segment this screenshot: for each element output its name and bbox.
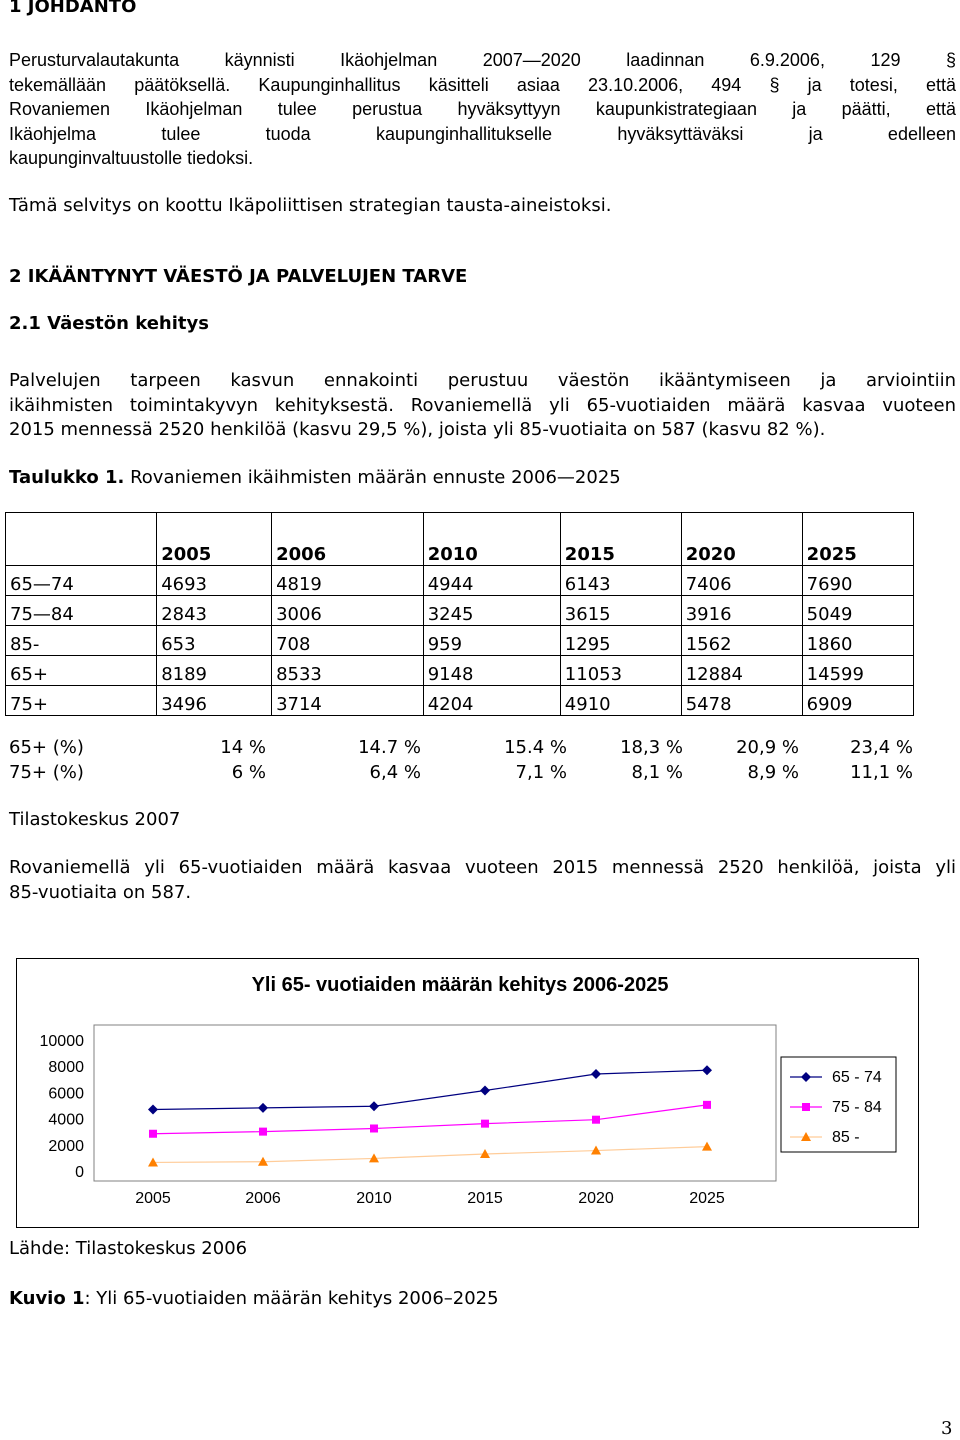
heading-section-2-1: 2.1 Väestön kehitys (9, 313, 209, 334)
table-cell: 2843 (157, 596, 272, 626)
table-cell: 7406 (681, 566, 802, 596)
legend-label: 65 - 74 (832, 1069, 882, 1086)
table-cell: 1562 (681, 626, 802, 656)
percent-value: 8,1 % (631, 762, 683, 783)
paragraph-line: Palvelujen tarpeen kasvun ennakointi perustuu väestön ikääntymiseen ja arviointiin (9, 370, 956, 391)
heading-section-2: 2 IKÄÄNTYNYT VÄESTÖ JA PALVELUJEN TARVE (9, 266, 468, 287)
data-point (592, 1116, 600, 1124)
y-tick-label: 8000 (48, 1059, 84, 1077)
table-cell: 3245 (423, 596, 560, 626)
percent-value: 20,9 % (736, 737, 799, 758)
table-cell: 3615 (560, 596, 681, 626)
table-cell: 7690 (802, 566, 913, 596)
row-label: 75—84 (6, 596, 157, 626)
data-point (258, 1103, 268, 1113)
table-cell: 1860 (802, 626, 913, 656)
table-cell: 5478 (681, 686, 802, 716)
x-tick-label: 2015 (467, 1190, 503, 1207)
legend-label: 75 - 84 (832, 1099, 882, 1116)
percent-value: 14 % (220, 737, 266, 758)
table-header-year: 2006 (272, 513, 424, 566)
data-point (480, 1086, 490, 1096)
intro-line: Ikäohjelma tulee tuoda kaupunginhallitukselle hyväksyttäväksi ja edelleen (9, 123, 956, 144)
table-cell: 12884 (681, 656, 802, 686)
table-cell: 653 (157, 626, 272, 656)
table-header-year: 2015 (560, 513, 681, 566)
data-point (148, 1105, 158, 1115)
figure-caption-text: : Yli 65-vuotiaiden määrän kehitys 2006–2025 (84, 1288, 499, 1309)
table-cell: 8533 (272, 656, 424, 686)
percent-value: 18,3 % (620, 737, 683, 758)
chart-plot-area (94, 1025, 776, 1181)
table-cell: 4819 (272, 566, 424, 596)
x-tick-label: 2025 (689, 1190, 725, 1207)
x-tick-label: 2006 (245, 1190, 281, 1207)
table-cell: 959 (423, 626, 560, 656)
row-label: 65+ (6, 656, 157, 686)
percent-row-label: 65+ (%) (9, 737, 84, 758)
percent-value: 6 % (231, 762, 266, 783)
table-cell: 5049 (802, 596, 913, 626)
data-point (702, 1065, 712, 1075)
data-point (703, 1101, 711, 1109)
chart-title: Yli 65- vuotiaiden määrän kehitys 2006-2025 (251, 974, 669, 996)
series-line-0 (153, 1070, 707, 1109)
percent-value: 15.4 % (504, 737, 567, 758)
y-tick-label: 6000 (48, 1085, 84, 1103)
figure-caption-label: Kuvio 1 (9, 1288, 85, 1309)
data-point (702, 1142, 712, 1151)
table-source: Tilastokeskus 2007 (9, 809, 181, 830)
table-cell: 4204 (423, 686, 560, 716)
data-point (591, 1069, 601, 1079)
series-line-2 (153, 1147, 707, 1163)
intro-line: Rovaniemen Ikäohjelman tulee perustua hyväksyttyyn kaupunkistrategiaan ja päätti, että (9, 99, 956, 119)
table-cell: 4910 (560, 686, 681, 716)
percent-value: 23,4 % (850, 737, 913, 758)
row-label: 85- (6, 626, 157, 656)
summary-line: 85-vuotiaita on 587. (9, 881, 192, 903)
percent-value: 6,4 % (369, 762, 421, 783)
table-header-year: 2005 (157, 513, 272, 566)
intro-line: tekemällään päätöksellä. Kaupunginhallitus käsitteli asiaa 23.10.2006, 494 § ja totesi, että (9, 74, 956, 95)
table-cell: 9148 (423, 656, 560, 686)
data-point (481, 1120, 489, 1128)
paragraph-line: ikäihmisten toimintakyvyn kehityksestä. Rovaniemellä yli 65-vuotiaiden määrä kasvaa vuoteen (9, 394, 956, 416)
y-tick-label: 4000 (48, 1111, 84, 1129)
intro-line: Perusturvalautakunta käynnisti Ikäohjelman 2007—2020 laadinnan 6.9.2006, 129 § (9, 50, 956, 70)
y-tick-label: 10000 (39, 1033, 84, 1050)
x-tick-label: 2020 (578, 1190, 614, 1207)
table-caption-text: Rovaniemen ikäihmisten määrän ennuste 2006—2025 (124, 467, 621, 488)
legend-marker (802, 1103, 810, 1111)
table-cell: 14599 (802, 656, 913, 686)
table-cell: 3496 (157, 686, 272, 716)
percent-value: 7,1 % (515, 762, 567, 783)
paragraph-line: 2015 mennessä 2520 henkilöä (kasvu 29,5 %), joista yli 85-vuotiaita on 587 (kasvu 82 %). (9, 419, 826, 440)
legend-label: 85 - (832, 1129, 860, 1146)
y-tick-label: 0 (75, 1164, 84, 1181)
percent-value: 14.7 % (358, 737, 421, 758)
table-cell: 6909 (802, 686, 913, 716)
table-header-year: 2020 (681, 513, 802, 566)
percent-value: 8,9 % (747, 762, 799, 783)
y-tick-label: 2000 (48, 1137, 84, 1155)
heading-johdanto: 1 JOHDANTO (9, 0, 137, 17)
table-header-year: 2010 (423, 513, 560, 566)
data-point (259, 1128, 267, 1136)
chart-source: Lähde: Tilastokeskus 2006 (9, 1238, 248, 1259)
figure-caption (9, 1287, 956, 1312)
series-line-1 (153, 1105, 707, 1134)
summary-line: Rovaniemellä yli 65-vuotiaiden määrä kasvaa vuoteen 2015 mennessä 2520 henkilöä, joista yli (9, 857, 956, 878)
page-number: 3 (941, 1418, 953, 1439)
percent-value: 11,1 % (850, 762, 913, 783)
table-cell: 8189 (157, 656, 272, 686)
data-point (149, 1130, 157, 1138)
table-cell: 4693 (157, 566, 272, 596)
data-point (370, 1124, 378, 1132)
table-cell: 11053 (560, 656, 681, 686)
table-cell: 6143 (560, 566, 681, 596)
table-cell: 708 (272, 626, 424, 656)
x-tick-label: 2010 (356, 1190, 392, 1207)
table-caption-label: Taulukko 1. (9, 467, 125, 488)
table-cell: 3006 (272, 596, 424, 626)
table-cell: 1295 (560, 626, 681, 656)
percent-row-label: 75+ (%) (9, 762, 84, 783)
table-cell: 3714 (272, 686, 424, 716)
table-header-year: 2025 (802, 513, 913, 566)
intro-line: kaupunginvaltuustolle tiedoksi. (9, 148, 254, 168)
background-note: Tämä selvitys on koottu Ikäpoliittisen strategian tausta-aineistoksi. (9, 195, 612, 216)
x-tick-label: 2005 (135, 1190, 171, 1207)
table-cell: 3916 (681, 596, 802, 626)
table-cell: 4944 (423, 566, 560, 596)
row-label: 65—74 (6, 566, 157, 596)
data-point (369, 1101, 379, 1111)
row-label: 75+ (6, 686, 157, 716)
